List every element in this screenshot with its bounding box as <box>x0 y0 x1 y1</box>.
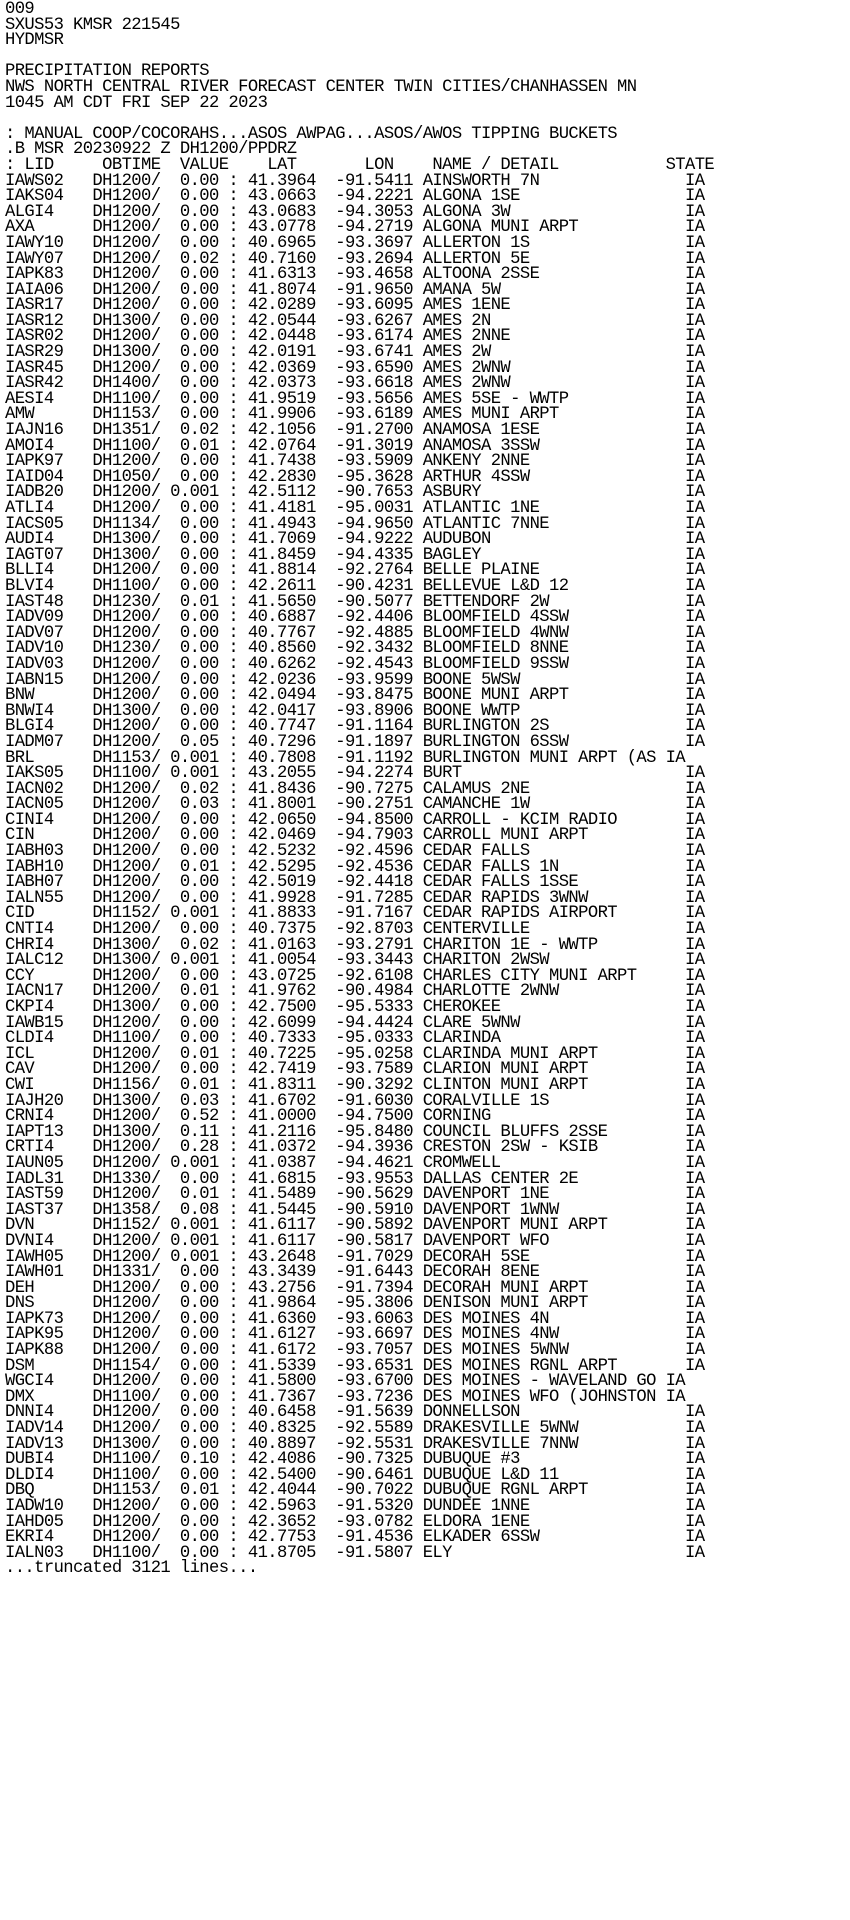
report-row: IAIA06 DH1200/ 0.00 : 41.8074 -91.9650 AMANA 5W IA <box>5 280 705 300</box>
report-row: ICL DH1200/ 0.01 : 40.7225 -95.0258 CLARINDA MUNI ARPT IA <box>5 1044 705 1064</box>
report-row: BNW DH1200/ 0.00 : 42.0494 -93.8475 BOONE MUNI ARPT IA <box>5 686 705 706</box>
report-row: DMX DH1100/ 0.00 : 41.7367 -93.7236 DES MOINES WFO (JOHNSTON IA <box>5 1387 685 1407</box>
report-row: IASR42 DH1400/ 0.00 : 42.0373 -93.6618 AMES 2WNW IA <box>5 374 705 394</box>
report-row: IASR02 DH1200/ 0.00 : 42.0448 -93.6174 AMES 2NNE IA <box>5 327 705 347</box>
report-row: IAJH20 DH1300/ 0.03 : 41.6702 -91.6030 CORALVILLE 1S IA <box>5 1091 705 1111</box>
report-row: IAST48 DH1230/ 0.01 : 41.5650 -90.5077 BETTENDORF 2W IA <box>5 592 705 612</box>
report-row: IALC12 DH1300/ 0.001 : 41.0054 -93.3443 CHARITON 2WSW IA <box>5 951 705 971</box>
report-row: IADV07 DH1200/ 0.00 : 40.7767 -92.4885 BLOOMFIELD 4WNW IA <box>5 623 705 643</box>
report-row: IADV09 DH1200/ 0.00 : 40.6887 -92.4406 BLOOMFIELD 4SSW IA <box>5 608 705 628</box>
report-row: IAWH01 DH1331/ 0.00 : 43.3439 -91.6443 DECORAH 8ENE IA <box>5 1263 705 1283</box>
report-row: IAHD05 DH1200/ 0.00 : 42.3652 -93.0782 ELDORA 1ENE IA <box>5 1512 705 1532</box>
report-row: CKPI4 DH1300/ 0.00 : 42.7500 -95.5333 CHEROKEE IA <box>5 998 705 1017</box>
report-row: IADM07 DH1200/ 0.05 : 40.7296 -91.1897 BURLINGTON 6SSW IA <box>5 732 705 752</box>
report-row: IAKS04 DH1200/ 0.00 : 43.0663 -94.2221 ALGONA 1SE IA <box>5 187 705 207</box>
report-row: IAGT07 DH1300/ 0.00 : 41.8459 -94.4335 BAGLEY IA <box>5 545 705 565</box>
report-row: DNNI4 DH1200/ 0.00 : 40.6458 -91.5639 DONNELLSON IA <box>5 1403 705 1423</box>
report-row: CLDI4 DH1100/ 0.00 : 40.7333 -95.0333 CLARINDA IA <box>5 1029 705 1049</box>
header-line: PRECIPITATION REPORTS <box>5 62 209 82</box>
report-row: IAPK95 DH1200/ 0.00 : 41.6127 -93.6697 DES MOINES 4NW IA <box>5 1325 705 1345</box>
report-row: CIN DH1200/ 0.00 : 42.0469 -94.7903 CARROLL MUNI ARPT IA <box>5 826 705 846</box>
report-row: IAST37 DH1358/ 0.08 : 41.5445 -90.5910 DAVENPORT 1WNW IA <box>5 1200 705 1220</box>
report-row: CCY DH1200/ 0.00 : 43.0725 -92.6108 CHARLES CITY MUNI ARPT IA <box>5 966 705 986</box>
report-row: IAWY10 DH1200/ 0.00 : 40.6965 -93.3697 ALLERTON 1S IA <box>5 233 705 253</box>
report-row: DVNI4 DH1200/ 0.001 : 41.6117 -90.5817 DAVENPORT WFO IA <box>5 1231 705 1251</box>
column-header: : LID OBTIME VALUE LAT LON NAME / DETAIL STATE <box>5 155 715 175</box>
header-line: 009 <box>5 0 35 19</box>
report-row: IAPT13 DH1300/ 0.11 : 41.2116 -95.8480 COUNCIL BLUFFS 2SSE IA <box>5 1122 705 1142</box>
report-row: IASR17 DH1200/ 0.00 : 42.0289 -93.6095 AMES 1ENE IA <box>5 296 705 316</box>
report-row: IADL31 DH1330/ 0.00 : 41.6815 -93.9553 DALLAS CENTER 2E IA <box>5 1169 705 1189</box>
report-row: AMW DH1153/ 0.00 : 41.9906 -93.6189 AMES MUNI ARPT IA <box>5 405 705 425</box>
report-row: IABH10 DH1200/ 0.01 : 42.5295 -92.4536 CEDAR FALLS 1N IA <box>5 857 705 877</box>
report-row: IALN03 DH1100/ 0.00 : 41.8705 -91.5807 ELY IA <box>5 1543 705 1563</box>
report-row: IAPK73 DH1200/ 0.00 : 41.6360 -93.6063 DES MOINES 4N IA <box>5 1309 705 1329</box>
header-line: SXUS53 KMSR 221545 <box>5 15 180 35</box>
report-row: CRNI4 DH1200/ 0.52 : 41.0000 -94.7500 CORNING IA <box>5 1107 705 1127</box>
report-row: BRL DH1153/ 0.001 : 40.7808 -91.1192 BURLINGTON MUNI ARPT (AS IA <box>5 748 685 768</box>
report-row: IACN05 DH1200/ 0.03 : 41.8001 -90.2751 CAMANCHE 1W IA <box>5 795 705 815</box>
report-row: IABH03 DH1200/ 0.00 : 42.5232 -92.4596 CEDAR FALLS IA <box>5 842 705 862</box>
report-row: IASR12 DH1300/ 0.00 : 42.0544 -93.6267 AMES 2N IA <box>5 311 705 331</box>
header-line: : MANUAL COOP/COCORAHS...ASOS AWPAG...ASOS/AWOS TIPPING BUCKETS <box>5 124 617 144</box>
report-row: IASR29 DH1300/ 0.00 : 42.0191 -93.6741 AMES 2W IA <box>5 343 705 363</box>
header-line: HYDMSR <box>5 31 64 51</box>
report-row: IADV03 DH1200/ 0.00 : 40.6262 -92.4543 BLOOMFIELD 9SSW IA <box>5 654 705 674</box>
report-row: IALN55 DH1200/ 0.00 : 41.9928 -91.7285 CEDAR RAPIDS 3WNW IA <box>5 888 705 908</box>
report-row: IAST59 DH1200/ 0.01 : 41.5489 -90.5629 DAVENPORT 1NE IA <box>5 1185 705 1205</box>
report-row: CNTI4 DH1200/ 0.00 : 40.7375 -92.8703 CENTERVILLE IA <box>5 920 705 940</box>
report-row: DSM DH1154/ 0.00 : 41.5339 -93.6531 DES MOINES RGNL ARPT IA <box>5 1356 705 1376</box>
report-row: IADV13 DH1300/ 0.00 : 40.8897 -92.5531 DRAKESVILLE 7NNW IA <box>5 1434 705 1454</box>
truncation-note: ...truncated 3121 lines... <box>5 1559 258 1579</box>
report-row: DLDI4 DH1100/ 0.00 : 42.5400 -90.6461 DUBUQUE L&D 11 IA <box>5 1465 705 1485</box>
report-row: BLGI4 DH1200/ 0.00 : 40.7747 -91.1164 BURLINGTON 2S IA <box>5 717 705 737</box>
report-row: IAJN16 DH1351/ 0.02 : 42.1056 -91.2700 ANAMOSA 1ESE IA <box>5 421 705 441</box>
report-row: CID DH1152/ 0.001 : 41.8833 -91.7167 CEDAR RAPIDS AIRPORT IA <box>5 904 705 924</box>
report-row: IASR45 DH1200/ 0.00 : 42.0369 -93.6590 AMES 2WNW IA <box>5 358 705 378</box>
report-row: CWI DH1156/ 0.01 : 41.8311 -90.3292 CLINTON MUNI ARPT IA <box>5 1075 705 1095</box>
report-row: AMOI4 DH1100/ 0.01 : 42.0764 -91.3019 ANAMOSA 3SSW IA <box>5 436 705 456</box>
report-row: IABH07 DH1200/ 0.00 : 42.5019 -92.4418 CEDAR FALLS 1SSE IA <box>5 873 705 893</box>
report-row: IAKS05 DH1100/ 0.001 : 43.2055 -94.2274 BURT IA <box>5 764 705 784</box>
report-row: IADV14 DH1200/ 0.00 : 40.8325 -92.5589 DRAKESVILLE 5WNW IA <box>5 1419 705 1439</box>
report-row: DVN DH1152/ 0.001 : 41.6117 -90.5892 DAVENPORT MUNI ARPT IA <box>5 1216 705 1236</box>
report-row: IAPK83 DH1200/ 0.00 : 41.6313 -93.4658 ALTOONA 2SSE IA <box>5 265 705 285</box>
report-row: IAPK88 DH1200/ 0.00 : 41.6172 -93.7057 DES MOINES 5WNW IA <box>5 1341 705 1361</box>
header-line: 1045 AM CDT FRI SEP 22 2023 <box>5 93 268 113</box>
report-row: CAV DH1200/ 0.00 : 42.7419 -93.7589 CLARION MUNI ARPT IA <box>5 1060 705 1080</box>
report-row: IACS05 DH1134/ 0.00 : 41.4943 -94.9650 ATLANTIC 7NNE IA <box>5 514 705 534</box>
header-line: NWS NORTH CENTRAL RIVER FORECAST CENTER TWIN CITIES/CHANHASSEN MN <box>5 77 637 97</box>
report-row: WGCI4 DH1200/ 0.00 : 41.5800 -93.6700 DES MOINES - WAVELAND GO IA <box>5 1372 685 1392</box>
report-row: BNWI4 DH1300/ 0.00 : 42.0417 -93.8906 BOONE WWTP IA <box>5 701 705 721</box>
report-row: CHRI4 DH1300/ 0.02 : 41.0163 -93.2791 CHARITON 1E - WWTP IA <box>5 935 705 955</box>
report-row: IADV10 DH1230/ 0.00 : 40.8560 -92.3432 BLOOMFIELD 8NNE IA <box>5 639 705 659</box>
report-row: IABN15 DH1200/ 0.00 : 42.0236 -93.9599 BOONE 5WSW IA <box>5 670 705 690</box>
report-row: IACN17 DH1200/ 0.01 : 41.9762 -90.4984 CHARLOTTE 2WNW IA <box>5 982 705 1002</box>
report-row: IADW10 DH1200/ 0.00 : 42.5963 -91.5320 DUNDEE 1NNE IA <box>5 1497 705 1516</box>
report-row: ATLI4 DH1200/ 0.00 : 41.4181 -95.0031 ATLANTIC 1NE IA <box>5 499 705 518</box>
report-row: IACN02 DH1200/ 0.02 : 41.8436 -90.7275 CALAMUS 2NE IA <box>5 779 705 799</box>
report-row: DNS DH1200/ 0.00 : 41.9864 -95.3806 DENISON MUNI ARPT IA <box>5 1294 705 1314</box>
report-row: BLVI4 DH1100/ 0.00 : 42.2611 -90.4231 BELLEVUE L&D 12 IA <box>5 576 705 596</box>
report-row: EKRI4 DH1200/ 0.00 : 42.7753 -91.4536 ELKADER 6SSW IA <box>5 1528 705 1548</box>
report-row: BLLI4 DH1200/ 0.00 : 41.8814 -92.2764 BELLE PLAINE IA <box>5 561 705 581</box>
report-row: IAWB15 DH1200/ 0.00 : 42.6099 -94.4424 CLARE 5WNW IA <box>5 1013 705 1033</box>
report-row: IADB20 DH1200/ 0.001 : 42.5112 -90.7653 ASBURY IA <box>5 483 705 503</box>
report-row: IAID04 DH1050/ 0.00 : 42.2830 -95.3628 ARTHUR 4SSW IA <box>5 467 705 487</box>
report-row: ALGI4 DH1200/ 0.00 : 43.0683 -94.3053 ALGONA 3W IA <box>5 202 705 222</box>
header-line: .B MSR 20230922 Z DH1200/PPDRZ <box>5 140 297 160</box>
report-row: CINI4 DH1200/ 0.00 : 42.0650 -94.8500 CARROLL - KCIM RADIO IA <box>5 810 705 830</box>
report-row: DBQ DH1153/ 0.01 : 42.4044 -90.7022 DUBUQUE RGNL ARPT IA <box>5 1481 705 1501</box>
report-row: IAPK97 DH1200/ 0.00 : 41.7438 -93.5909 ANKENY 2NNE IA <box>5 452 705 472</box>
report-row: AXA DH1200/ 0.00 : 43.0778 -94.2719 ALGONA MUNI ARPT IA <box>5 218 705 238</box>
report-row: IAWH05 DH1200/ 0.001 : 43.2648 -91.7029 DECORAH 5SE IA <box>5 1247 705 1267</box>
report-row: IAUN05 DH1200/ 0.001 : 41.0387 -94.4621 CROMWELL IA <box>5 1153 705 1173</box>
report-row: CRTI4 DH1200/ 0.28 : 41.0372 -94.3936 CRESTON 2SW - KSIB IA <box>5 1138 705 1158</box>
report-row: DEH DH1200/ 0.00 : 43.2756 -91.7394 DECORAH MUNI ARPT IA <box>5 1278 705 1298</box>
report-row: AESI4 DH1100/ 0.00 : 41.9519 -93.5656 AMES 5SE - WWTP IA <box>5 389 705 409</box>
report-row: IAWY07 DH1200/ 0.02 : 40.7160 -93.2694 ALLERTON 5E IA <box>5 249 705 269</box>
report-row: AUDI4 DH1300/ 0.00 : 41.7069 -94.9222 AUDUBON IA <box>5 530 705 550</box>
report-row: DUBI4 DH1100/ 0.10 : 42.4086 -90.7325 DUBUQUE #3 IA <box>5 1450 705 1470</box>
report-row: IAWS02 DH1200/ 0.00 : 41.3964 -91.5411 AINSWORTH 7N IA <box>5 171 705 191</box>
